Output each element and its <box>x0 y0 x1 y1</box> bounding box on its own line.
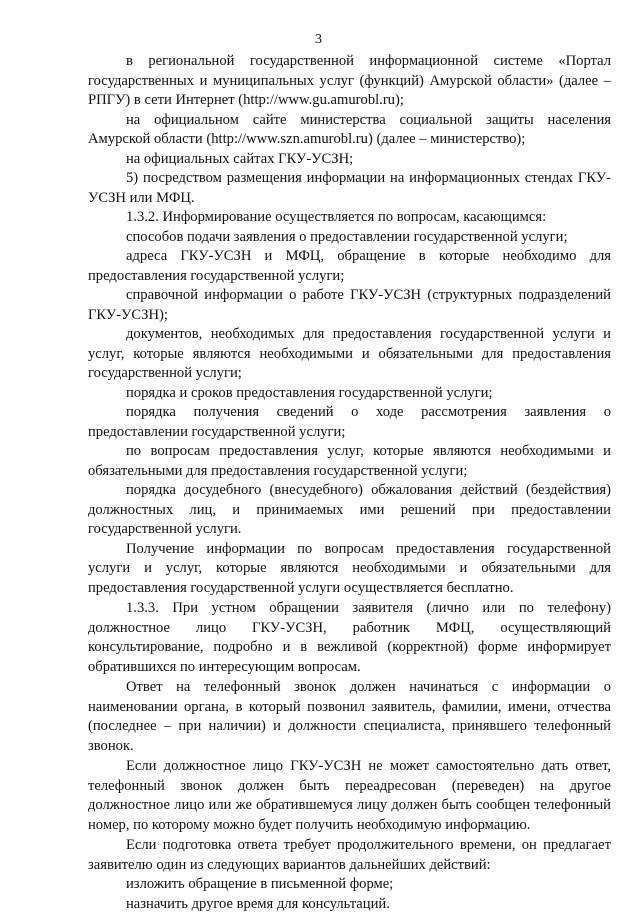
paragraph: Получение информации по вопросам предоставления государственной услуги и услуг, которые являются необходимыми и обязательными для предоставления государственной услуги осуществляется бесплатно. <box>88 540 611 599</box>
page-number: 3 <box>0 32 637 48</box>
paragraph: на официальном сайте министерства социальной защиты населения Амурской области (http://www.szn.amurobl.ru) (далее – министерство); <box>88 111 611 150</box>
paragraph: 1.3.2. Информирование осуществляется по вопросам, касающимся: <box>88 208 611 228</box>
paragraph: на официальных сайтах ГКУ-УСЗН; <box>88 150 611 170</box>
paragraph: справочной информации о работе ГКУ-УСЗН (структурных подразделений ГКУ-УСЗН); <box>88 286 611 325</box>
document-body <box>88 52 611 914</box>
paragraph: порядка и сроков предоставления государственной услуги; <box>88 384 611 404</box>
paragraph: Если должностное лицо ГКУ-УСЗН не может самостоятельно дать ответ, телефонный звонок должен быть переадресован (переведен) на другое должностное лицо или же обратившемуся лицу должен быть сообщен телефонный номер, по которому можно будет получить необходимую информацию. <box>88 757 611 835</box>
paragraph: способов подачи заявления о предоставлении государственной услуги; <box>88 228 611 248</box>
paragraph: Если подготовка ответа требует продолжительного времени, он предлагает заявителю один из следующих вариантов дальнейших действий: <box>88 836 611 875</box>
paragraph: изложить обращение в письменной форме; <box>88 875 611 895</box>
paragraph: порядка получения сведений о ходе рассмотрения заявления о предоставлении государственной услуги; <box>88 403 611 442</box>
paragraph: адреса ГКУ-УСЗН и МФЦ, обращение в которые необходимо для предоставления государственной услуги; <box>88 247 611 286</box>
paragraph: 5) посредством размещения информации на информационных стендах ГКУ-УСЗН или МФЦ. <box>88 169 611 208</box>
paragraph: в региональной государственной информационной системе «Портал государственных и муниципальных услуг (функций) Амурской области» (далее – РПГУ) в сети Интернет (http://www.gu.amurobl.ru); <box>88 52 611 111</box>
paragraph: назначить другое время для консультаций. <box>88 895 611 914</box>
paragraph: порядка досудебного (внесудебного) обжалования действий (бездействия) должностных лиц, и принимаемых ими решений при предоставлении государственной услуги. <box>88 481 611 540</box>
paragraph: документов, необходимых для предоставления государственной услуги и услуг, которые являются необходимыми и обязательными для предоставления государственной услуги; <box>88 325 611 384</box>
paragraph: по вопросам предоставления услуг, которые являются необходимыми и обязательными для предоставления государственной услуги; <box>88 442 611 481</box>
paragraph: 1.3.3. При устном обращении заявителя (лично или по телефону) должностное лицо ГКУ-УСЗН, работник МФЦ, осуществляющий консультирование, подробно и в вежливой (корректной) форме информирует обратившихся по интересующим вопросам. <box>88 599 611 677</box>
paragraph: Ответ на телефонный звонок должен начинаться с информации о наименовании органа, в который позвонил заявитель, фамилии, имени, отчества (последнее – при наличии) и должности специалиста, принявшего телефонный звонок. <box>88 678 611 756</box>
